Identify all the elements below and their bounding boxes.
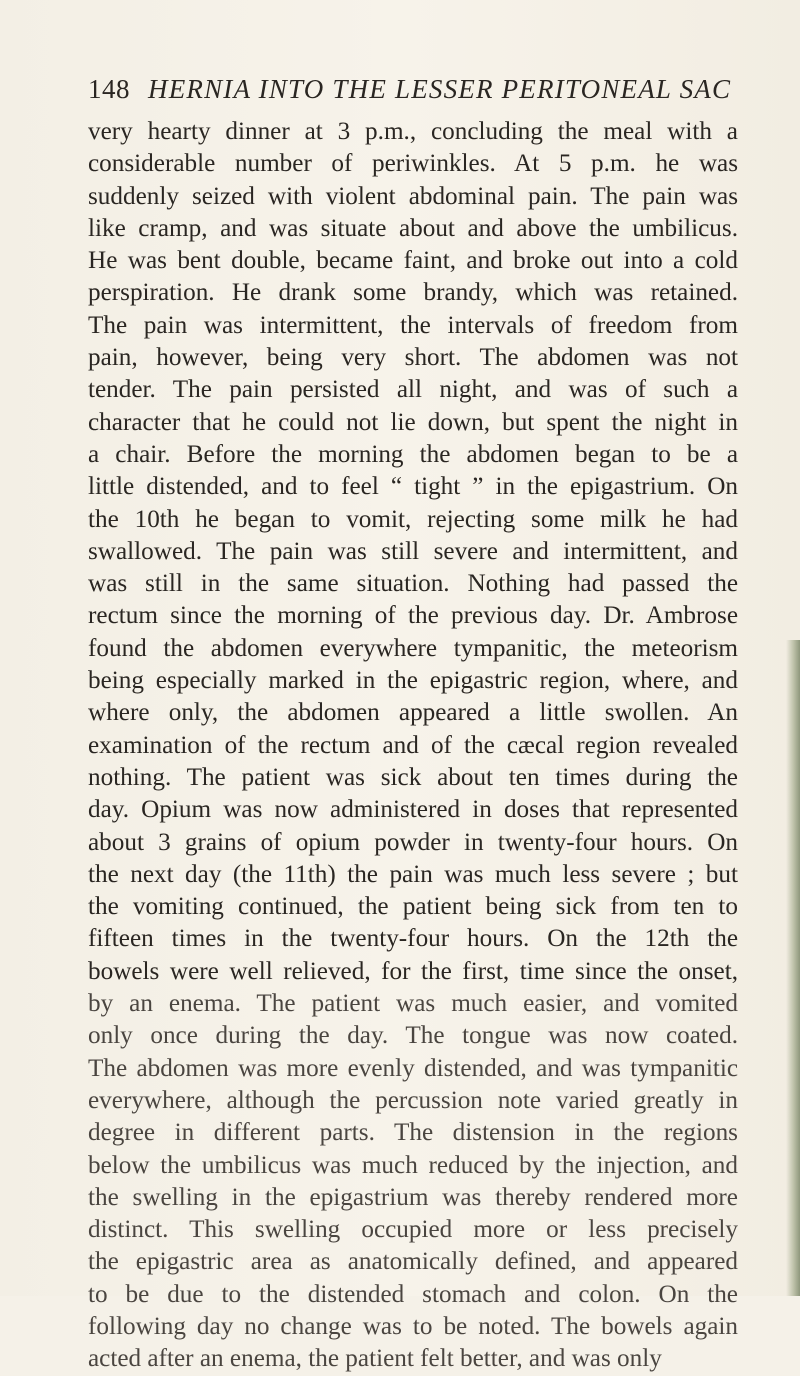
text-line: acted after an enema, the patient felt better, and was only bbox=[88, 1345, 662, 1373]
body-text bbox=[88, 116, 738, 1376]
text-line: tender. The pain persisted all night, and was of such a bbox=[88, 376, 738, 404]
text-line: The pain was intermittent, the intervals of freedom from bbox=[88, 311, 738, 339]
text-line: everywhere, although the percussion note varied greatly in bbox=[88, 1086, 738, 1114]
text-line: examination of the rectum and of the cæcal region revealed bbox=[88, 731, 738, 759]
text-line: swallowed. The pain was still severe and intermittent, and bbox=[88, 537, 738, 565]
text-line: very hearty dinner at 3 p.m., concluding the meal with a bbox=[88, 118, 738, 145]
text-line: degree in different parts. The distension in the regions bbox=[88, 1119, 738, 1147]
text-line: the swelling in the epigastrium was thereby rendered more bbox=[88, 1183, 738, 1211]
text-line: the next day (the 11th) the pain was much less severe ; but bbox=[88, 860, 738, 888]
page-number: 148 bbox=[88, 74, 130, 104]
text-line: rectum since the morning of the previous day. Dr. Ambrose bbox=[88, 602, 738, 630]
text-line: was still in the same situation. Nothing had passed the bbox=[88, 570, 738, 598]
text-line: fifteen times in the twenty-four hours. On the 12th the bbox=[88, 925, 738, 953]
text-line: about 3 grains of opium powder in twenty-four hours. On bbox=[88, 828, 738, 856]
text-line: a chair. Before the morning the abdomen began to be a bbox=[88, 440, 738, 468]
text-line: The abdomen was more evenly distended, and was tympanitic bbox=[88, 1054, 738, 1082]
page-header bbox=[88, 74, 732, 114]
text-line: perspiration. He drank some brandy, which was retained. bbox=[88, 279, 738, 307]
running-head: HERNIA INTO THE LESSER PERITONEAL SAC bbox=[148, 74, 732, 104]
text-line: nothing. The patient was sick about ten times during the bbox=[88, 763, 738, 791]
text-line: where only, the abdomen appeared a little swollen. An bbox=[88, 699, 738, 727]
text-line: only once during the day. The tongue was now coated. bbox=[88, 1022, 738, 1050]
text-line: suddenly seized with violent abdominal pain. The pain was bbox=[88, 182, 738, 210]
text-line: by an enema. The patient was much easier, and vomited bbox=[88, 990, 738, 1018]
text-line: below the umbilicus was much reduced by the injection, and bbox=[88, 1151, 738, 1179]
text-line: pain, however, being very short. The abdomen was not bbox=[88, 344, 738, 372]
text-line: He was bent double, became faint, and broke out into a cold bbox=[88, 247, 738, 275]
text-line: following day no change was to be noted. The bowels again bbox=[88, 1312, 738, 1340]
text-line: like cramp, and was situate about and above the umbilicus. bbox=[88, 214, 738, 242]
text-line: character that he could not lie down, but spent the night in bbox=[88, 408, 738, 436]
text-line: distinct. This swelling occupied more or less precisely bbox=[88, 1216, 738, 1244]
text-line: the 10th he began to vomit, rejecting some milk he had bbox=[88, 505, 738, 533]
text-line: the epigastric area as anatomically defined, and appeared bbox=[88, 1248, 738, 1276]
page-edge-shadow bbox=[786, 640, 800, 1296]
text-line: to be due to the distended stomach and colon. On the bbox=[88, 1280, 738, 1308]
text-line: the vomiting continued, the patient being sick from ten to bbox=[88, 893, 738, 921]
text-line: being especially marked in the epigastric region, where, and bbox=[88, 667, 738, 695]
text-line: bowels were well relieved, for the first, time since the onset, bbox=[88, 957, 738, 985]
text-line: found the abdomen everywhere tympanitic, the meteorism bbox=[88, 634, 738, 662]
text-line: considerable number of periwinkles. At 5 p.m. he was bbox=[88, 150, 738, 178]
text-line: day. Opium was now administered in doses that represented bbox=[88, 796, 738, 824]
text-line: little distended, and to feel “ tight ” in the epigastrium. On bbox=[88, 473, 738, 501]
